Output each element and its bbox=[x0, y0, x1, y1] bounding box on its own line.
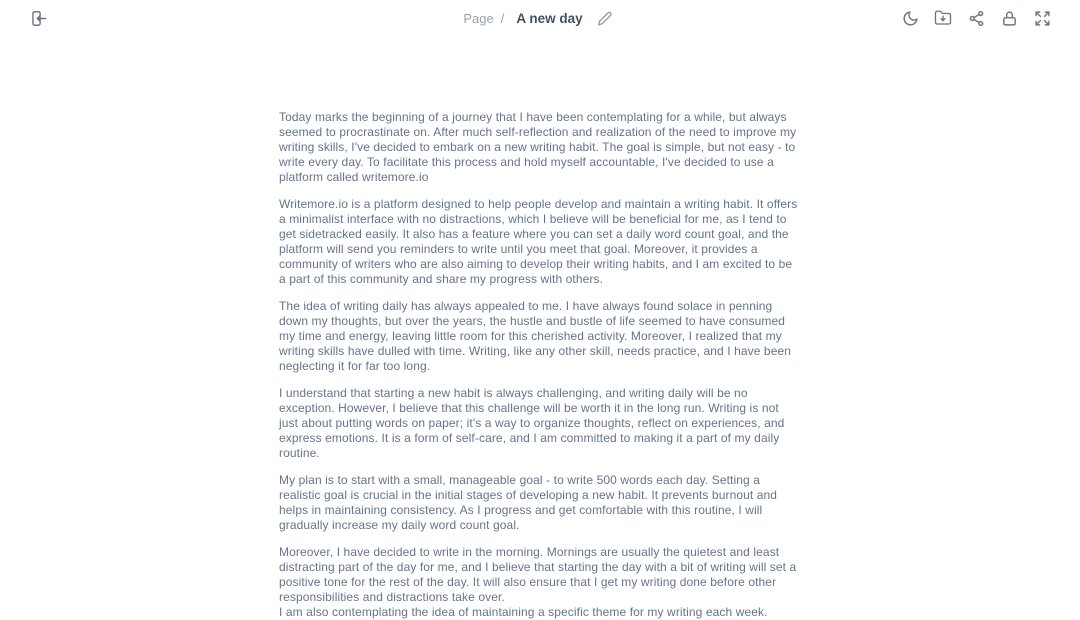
save-entry-button[interactable] bbox=[931, 6, 955, 30]
lock-button[interactable] bbox=[997, 6, 1021, 30]
top-toolbar bbox=[0, 0, 1080, 36]
lock-icon bbox=[1001, 10, 1018, 27]
back-icon bbox=[29, 9, 48, 28]
paragraph[interactable]: Today marks the beginning of a journey that I have been contemplating for a while, but always seemed to procrastinate on. After much self-reflection and realization of the need to improve my writing skills, I've decided to embark on a new writing habit. The goal is simple, but not easy - to write every day. To facilitate this process and hold myself accountable, I've decided to use a platform called writemore.io bbox=[279, 110, 797, 184]
paragraph[interactable]: I understand that starting a new habit is always challenging, and writing daily will be no exception. However, I believe that this challenge will be worth it in the long run. Writing is not just about putting words on paper; it's a way to organize thoughts, reflect on experiences, and express emotions. It is a form of self-care, and I am committed to making it a part of my daily routine. bbox=[279, 386, 785, 460]
fullscreen-button[interactable] bbox=[1030, 6, 1054, 30]
back-button[interactable] bbox=[26, 6, 50, 30]
edit-title-button[interactable] bbox=[593, 6, 617, 30]
dark-mode-button[interactable] bbox=[898, 6, 922, 30]
toolbar-actions bbox=[898, 0, 1054, 36]
share-button[interactable] bbox=[964, 6, 988, 30]
folder-download-icon bbox=[934, 9, 952, 27]
breadcrumb-separator: / bbox=[500, 10, 505, 26]
page-title: A new day bbox=[516, 10, 583, 26]
expand-icon bbox=[1034, 10, 1051, 27]
journal-editor[interactable] bbox=[279, 36, 801, 620]
pencil-icon bbox=[597, 11, 612, 26]
paragraph[interactable]: Moreover, I have decided to write in the morning. Mornings are usually the quietest and least distracting part of the day for me, and I believe that starting the day with a bit of writing will set a positive tone for the rest of the day. It will also ensure that I get my writing done before other responsibilities and distractions take over. I am also contemplating the idea of maintaining a specific theme for my writing each week. bbox=[279, 545, 797, 619]
paragraph[interactable]: The idea of writing daily has always appealed to me. I have always found solace in penning down my thoughts, but over the years, the hustle and bustle of life seemed to have consumed my time and energy, leaving little room for this cherished activity. Moreover, I realized that my writing skills have dulled with time. Writing, like any other skill, needs practice, and I have been neglecting it for far too long. bbox=[279, 299, 792, 373]
share-icon bbox=[968, 10, 985, 27]
paragraph[interactable]: Writemore.io is a platform designed to help people develop and maintain a writing habit. It offers a minimalist interface with no distractions, which I believe will be beneficial for me, as I tend to get sidetracked easily. It also has a feature where you can set a daily word count goal, and the platform will send you reminders to write until you meet that goal. Moreover, it provides a community of writers who are also aiming to develop their writing habits, and I am excited to be a part of this community and share my progress with others. bbox=[279, 197, 798, 286]
paragraph[interactable]: My plan is to start with a small, manageable goal - to write 500 words each day. Setting a realistic goal is crucial in the initial stages of developing a new habit. It prevents burnout and helps in maintaining consistency. As I progress and get comfortable with this routine, I will gradually increase my daily word count goal. bbox=[279, 473, 778, 532]
breadcrumb-section[interactable]: Page bbox=[463, 10, 494, 26]
moon-icon bbox=[902, 10, 919, 27]
breadcrumb bbox=[463, 6, 616, 30]
